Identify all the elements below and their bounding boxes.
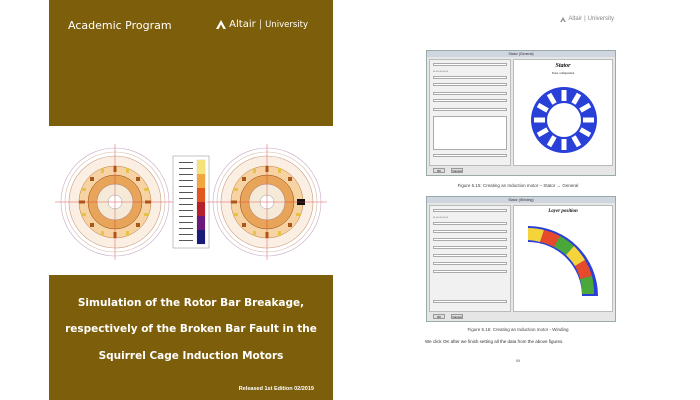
stator-comment-field[interactable] <box>433 154 507 157</box>
winding-field-5[interactable] <box>433 254 507 257</box>
ok-button[interactable]: OK <box>433 314 445 319</box>
page-logo <box>560 16 614 22</box>
dialog-form-pane <box>429 205 511 312</box>
cover-title-line-2: respectively of the Broken Bar Fault in the <box>65 323 317 335</box>
cover-title-line-1: Simulation of the Rotor Bar Breakage, <box>77 297 305 309</box>
logo-sub: University <box>265 19 308 30</box>
logo-divider: | <box>258 19 263 30</box>
general-field-5[interactable] <box>433 108 507 111</box>
general-text-area[interactable] <box>433 116 507 150</box>
winding-field-6[interactable] <box>433 262 507 265</box>
cover-page <box>49 0 333 400</box>
general-field-3[interactable] <box>433 92 507 95</box>
cover-title-line-3: Squirrel Cage Induction Motors <box>98 350 284 362</box>
document-page <box>408 0 628 400</box>
preview-title: Stator <box>555 63 571 69</box>
stator-preview-image <box>528 84 600 156</box>
winding-field-2[interactable] <box>433 230 507 233</box>
general-field-1[interactable] <box>433 76 507 79</box>
altair-triangle-icon <box>560 17 566 22</box>
name-field[interactable] <box>433 209 507 212</box>
figure-caption-1: Figure 5.15: Creating an Induction motor – Stator → General <box>457 183 579 188</box>
ok-button[interactable]: OK <box>433 168 445 173</box>
page-number: 59 <box>515 358 521 363</box>
general-field-2[interactable] <box>433 83 507 86</box>
winding-field-7[interactable] <box>433 270 507 273</box>
cover-header-band <box>49 0 333 126</box>
stator-winding-dialog <box>426 196 616 322</box>
logo-brand: Altair <box>229 19 256 30</box>
tab-strip[interactable]: ▭ ▭ ▭ ▭ ▭ <box>433 216 449 219</box>
winding-field-4[interactable] <box>433 246 507 249</box>
dialog-buttons <box>433 314 463 319</box>
dialog-buttons <box>433 168 463 173</box>
cancel-button[interactable]: Cancel <box>452 315 462 319</box>
page-logo-sub: University <box>587 16 614 22</box>
page-logo-divider: | <box>584 16 586 22</box>
dialog-preview-pane <box>513 205 613 312</box>
preview-title: Layer position <box>548 209 578 214</box>
cover-title-band <box>49 275 333 400</box>
dialog-titlebar: Stator (Winding) <box>427 197 615 203</box>
name-field[interactable] <box>433 63 507 66</box>
altair-triangle-icon <box>216 20 226 29</box>
cancel-button[interactable]: Cancel <box>452 169 462 173</box>
motor-flux-figure <box>49 126 333 275</box>
stator-general-dialog <box>426 50 616 176</box>
figure-caption-2: Figure 5.16: Creating an Induction motor - Winding <box>467 327 569 332</box>
winding-layer-preview-image <box>524 220 604 300</box>
winding-field-3[interactable] <box>433 238 507 241</box>
dialog-titlebar: Stator (General) <box>427 51 615 57</box>
body-paragraph: We click OK after we finish setting all the data from the above figures. <box>425 339 564 344</box>
motor-cross-sections-image <box>49 126 333 275</box>
winding-field-1[interactable] <box>433 222 507 225</box>
winding-comment-field[interactable] <box>433 300 507 303</box>
preview-subtitle: Stator configuration <box>551 72 575 75</box>
general-field-4[interactable] <box>433 99 507 102</box>
altair-university-logo <box>216 19 308 30</box>
page-logo-brand: Altair <box>568 16 583 22</box>
release-note: Released 1st Edition 02/2019 <box>238 386 314 392</box>
program-label: Academic Program <box>68 19 172 32</box>
dialog-form-pane <box>429 59 511 166</box>
dialog-preview-pane <box>513 59 613 166</box>
tab-strip[interactable]: ▭ ▭ ▭ ▭ ▭ <box>433 70 449 73</box>
